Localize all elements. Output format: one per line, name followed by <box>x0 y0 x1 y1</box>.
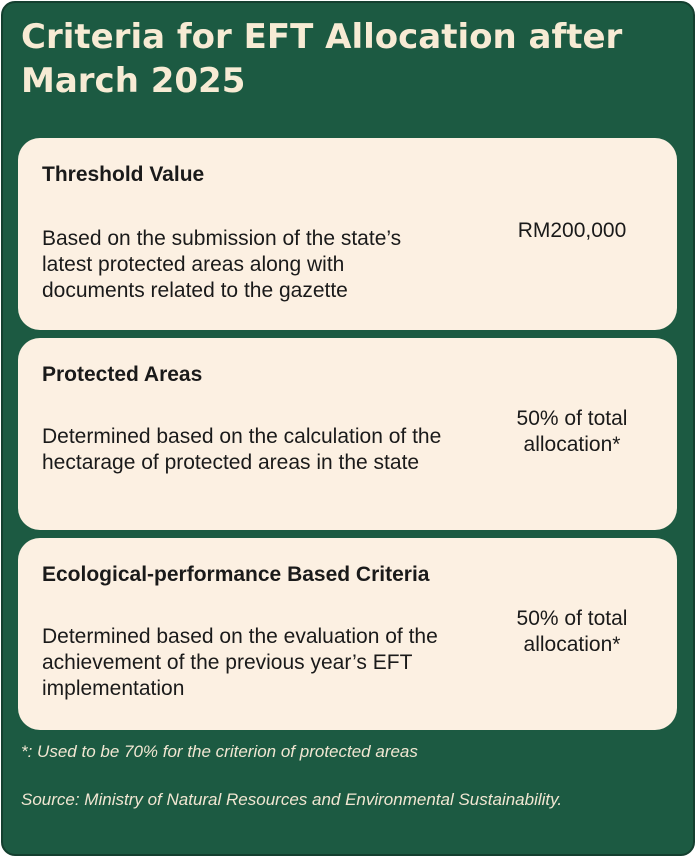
source-note: Source: Ministry of Natural Resources and Environmental Sustainability. <box>21 790 563 809</box>
infographic-panel <box>1 1 695 856</box>
footnote: *: Used to be 70% for the criterion of protected areas <box>21 742 418 761</box>
criterion-value: RM200,000 <box>517 219 627 242</box>
criterion-heading: Ecological-performance Based Criteria <box>42 563 430 586</box>
criterion-card-ecological-performance <box>18 538 677 730</box>
criterion-description: Determined based on the evaluation of the achievement of the previous year’s EFT implementation <box>42 625 438 700</box>
criterion-card-protected-areas <box>18 338 677 530</box>
criterion-value: 50% of total allocation* <box>516 407 628 456</box>
criterion-description: Based on the submission of the state’s latest protected areas along with documents related to the gazette <box>42 227 402 302</box>
criterion-description: Determined based on the calculation of the hectarage of protected areas in the state <box>42 425 442 474</box>
criterion-heading: Threshold Value <box>42 163 205 186</box>
criterion-value: 50% of total allocation* <box>516 607 628 656</box>
criterion-heading: Protected Areas <box>42 363 203 386</box>
page-title: Criteria for EFT Allocation after March 2025 <box>21 17 623 101</box>
criterion-card-threshold-value <box>18 138 677 330</box>
